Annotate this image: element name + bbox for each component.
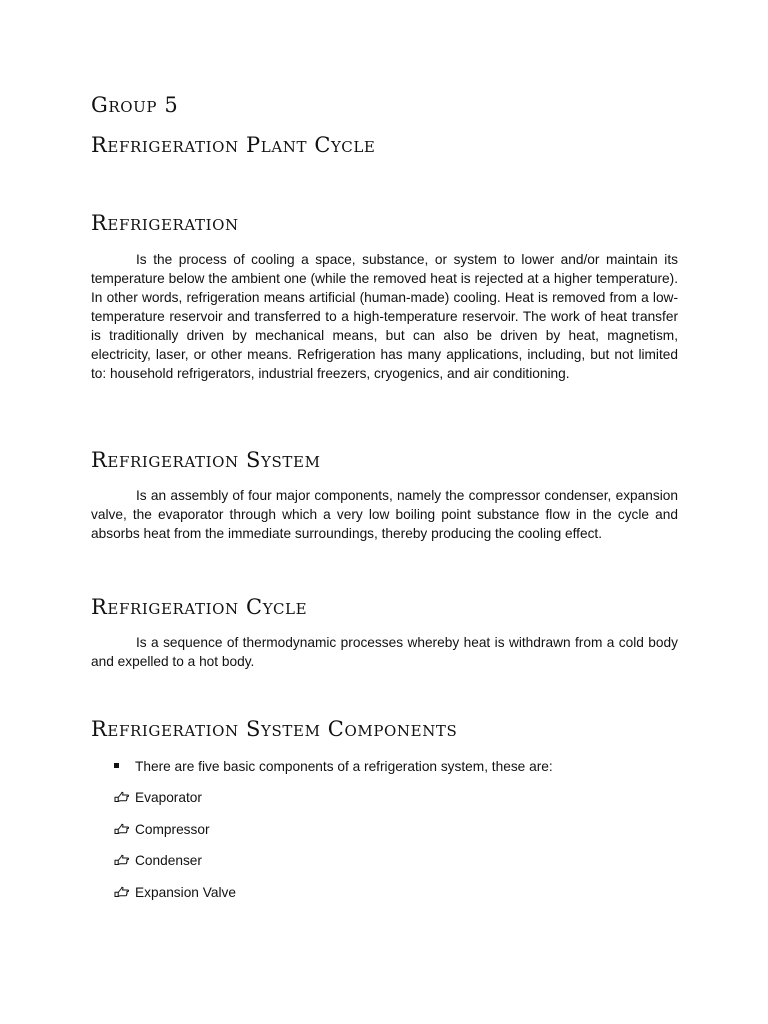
section-heading-refrigeration-system: Refrigeration System <box>91 448 321 472</box>
component-compressor: Compressor <box>135 822 210 837</box>
component-expansion-valve: Expansion Valve <box>135 885 236 900</box>
section-heading-refrigeration-cycle: Refrigeration Cycle <box>91 595 308 619</box>
section-body-refrigeration: Is the process of cooling a space, substance, or system to lower and/or maintain its temperature below the ambient one (while the removed heat is rejected at a higher temperature). In other words, refrigeration means artificial (human-made) cooling. Heat is removed from a low-temperature reservoir and transferred to a high-temperature reservoir. The work of heat transfer is traditionally driven by mechanical means, but can also be driven by heat, magnetism, electricity, laser, or other means. Refrigeration has many applications, including, but not limited to: household refrigerators, industrial freezers, cryogenics, and air conditioning. <box>91 252 678 381</box>
component-list-item <box>114 820 210 839</box>
section-heading-components: Refrigeration System Components <box>91 717 458 741</box>
group-label: Group 5 <box>91 93 179 117</box>
document-title: Refrigeration Plant Cycle <box>91 133 376 157</box>
component-list-item <box>114 883 236 902</box>
pointing-hand-icon <box>114 886 130 898</box>
section-body-refrigeration-cycle: Is a sequence of thermodynamic processes whereby heat is withdrawn from a cold body and expelled to a hot body. <box>91 635 678 669</box>
component-list-item <box>114 788 202 807</box>
section-heading-refrigeration: Refrigeration <box>91 211 239 235</box>
components-intro-item <box>114 757 553 776</box>
pointing-hand-icon <box>114 823 130 835</box>
pointing-hand-icon <box>114 791 130 803</box>
components-intro-text: There are five basic components of a refrigeration system, these are: <box>135 759 553 774</box>
section-body-refrigeration-system: Is an assembly of four major components, namely the compressor condenser, expansion valve, the evaporator through which a very low boiling point substance flow in the cycle and absorbs heat from the immediate surroundings, thereby producing the cooling effect. <box>91 488 678 541</box>
component-list-item <box>114 851 202 870</box>
pointing-hand-icon <box>114 854 130 866</box>
component-condenser: Condenser <box>135 853 202 868</box>
component-evaporator: Evaporator <box>135 790 202 805</box>
square-bullet-icon <box>114 763 119 768</box>
